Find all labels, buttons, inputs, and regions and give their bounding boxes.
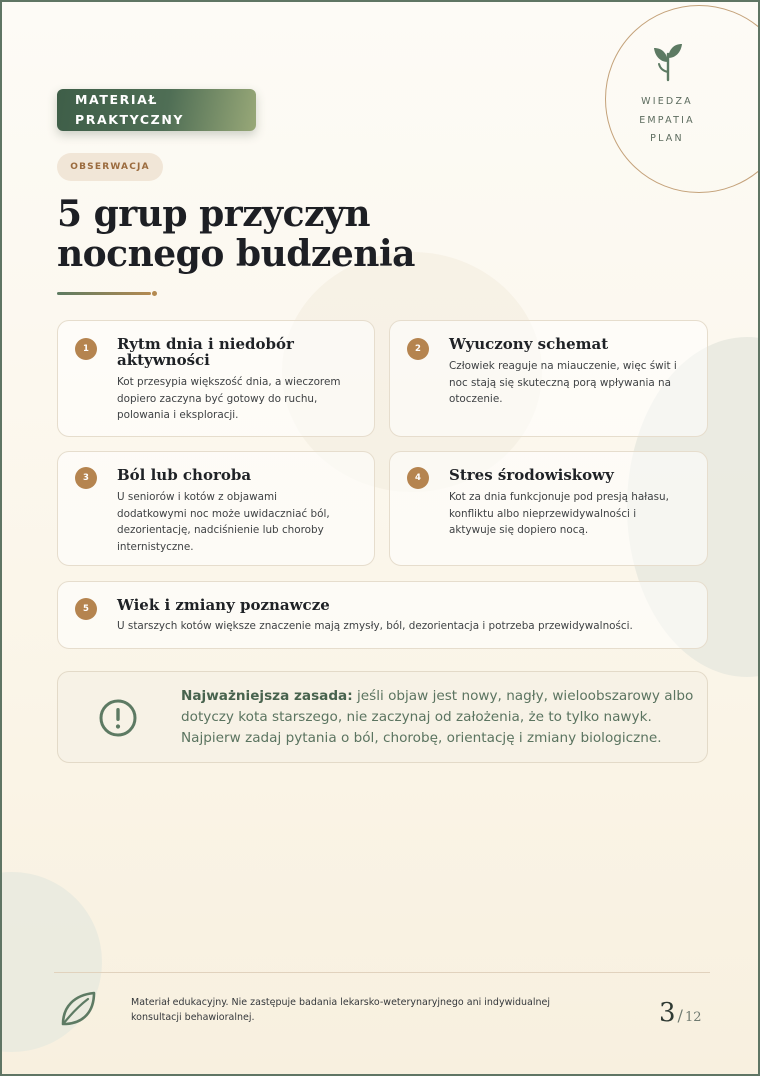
card-title: Wyuczony schemat [449, 335, 609, 353]
card-text-line: otoczenie. [449, 393, 503, 405]
card-title-line: aktywności [117, 351, 210, 369]
exclamation-circle-icon [98, 698, 138, 738]
card-number-badge: 5 [75, 598, 97, 620]
footer-divider [54, 972, 710, 973]
material-tag-line: PRAKTYCZNY [75, 112, 185, 127]
card-text-line: dezorientację, nadciśnienie lub choroby [117, 524, 324, 536]
page-current: 3 [659, 998, 676, 1028]
card-text-line: internistyczne. [117, 540, 194, 553]
key-rule-line-1: jeśli objaw jest nowy, nagły, wieloobszarowy albo [352, 688, 694, 704]
page-indicator [659, 998, 719, 1032]
card-text [117, 618, 633, 635]
card-text-line: Kot przesypia większość dnia, a wieczorem [117, 376, 341, 388]
card-title: Stres środowiskowy [449, 466, 614, 484]
seal-line: WIEDZA [641, 96, 693, 107]
page-total: 12 [684, 1010, 702, 1025]
material-tag [57, 89, 256, 131]
card-text-line: konfliktu albo nieprzewidywalności i [449, 507, 637, 520]
page-separator: / [677, 1006, 683, 1025]
seal-line: PLAN [650, 133, 684, 144]
key-rule-lead: Najważniejsza zasada: [181, 688, 353, 704]
cause-card-5 [57, 581, 708, 649]
card-title-line: Rytm dnia i niedobór [117, 335, 294, 353]
page-title [57, 194, 577, 274]
card-text-line: U seniorów i kotów z objawami [117, 491, 278, 503]
card-text-line: U starszych kotów większe znaczenie mają zmysły, ból, dezorientacja i potrzeba przewidywalności. [117, 620, 633, 632]
card-text [117, 489, 330, 555]
key-rule-text [181, 686, 701, 749]
title-underline-dot [152, 291, 157, 296]
card-text [449, 489, 669, 539]
key-rule-line [181, 686, 701, 707]
cause-card-2 [389, 320, 708, 437]
card-text-line: Człowiek reaguje na miauczenie, więc świt i [449, 360, 677, 372]
card-number-badge: 3 [75, 467, 97, 489]
cause-card-1 [57, 320, 375, 437]
card-title: Wiek i zmiany poznawcze [117, 596, 330, 614]
card-text-line: aktywuje się dopiero nocą. [449, 524, 589, 536]
card-text-line: dopiero zaczyna być gotowy do ruchu, [117, 392, 318, 405]
key-rule-line-3: Najpierw zadaj pytania o ból, chorobę, orientację i zmiany biologiczne. [181, 730, 662, 746]
category-badge: OBSERWACJA [57, 153, 163, 181]
card-title: Ból lub choroba [117, 466, 252, 484]
sprout-icon [650, 40, 686, 82]
card-text-line: dodatkowymi noc może uwidaczniać ból, [117, 507, 330, 520]
cause-card-3 [57, 451, 375, 566]
key-rule-callout [57, 671, 708, 763]
leaf-icon [58, 989, 98, 1029]
card-number-badge: 1 [75, 338, 97, 360]
card-text [117, 374, 340, 424]
key-rule-line-2: dotyczy kota starszego, nie zaczynaj od założenia, że to tylko nawyk. [181, 709, 652, 725]
seal-line: EMPATIA [639, 114, 695, 126]
card-text-line: noc stają się skuteczną porą wpływania na [449, 376, 672, 389]
brand-seal [605, 5, 760, 193]
cause-card-4 [389, 451, 708, 566]
card-text-line: polowania i eksploracji. [117, 409, 239, 421]
footer-disclaimer-line: Materiał edukacyjny. Nie zastępuje badania lekarsko-weterynaryjnego ani indywidualnej [131, 997, 551, 1008]
card-text-line: Kot za dnia funkcjonuje pod presją hałasu, [449, 491, 669, 503]
seal-text [606, 93, 728, 149]
card-text [449, 358, 677, 408]
card-number-badge: 4 [407, 467, 429, 489]
title-line: nocnego budzenia [57, 233, 415, 275]
card-title [117, 336, 294, 368]
title-line: 5 grup przyczyn [57, 193, 371, 235]
material-tag-line: MATERIAŁ [75, 92, 158, 107]
footer-disclaimer [131, 996, 611, 1025]
footer-disclaimer-line: konsultacji behawioralnej. [131, 1011, 255, 1023]
card-number-badge: 2 [407, 338, 429, 360]
title-underline [57, 292, 151, 295]
